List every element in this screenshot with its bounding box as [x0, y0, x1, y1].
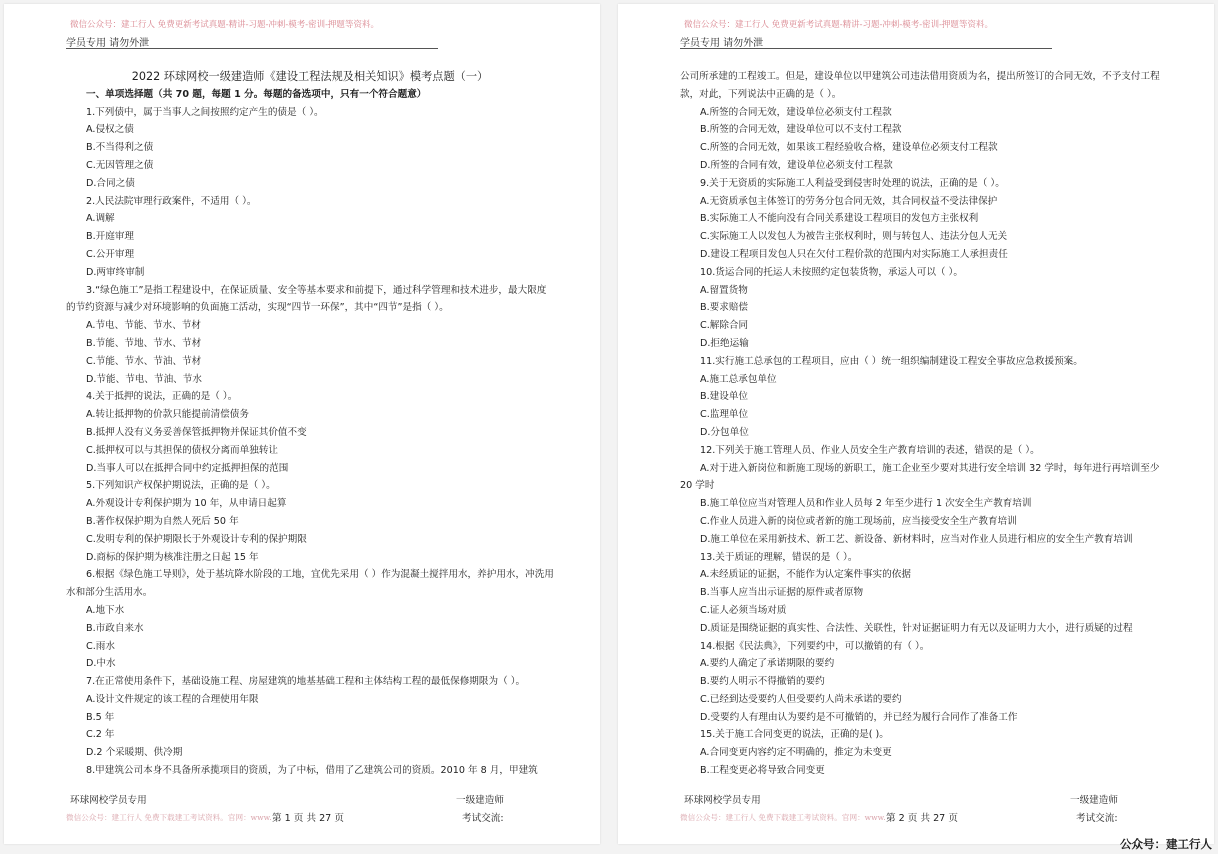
document-line: B.著作权保护期为自然人死后 50 年	[86, 515, 239, 527]
document-line: D.当事人可以在抵押合同中约定抵押担保的范围	[86, 462, 289, 474]
document-line: A.调解	[86, 213, 115, 225]
footer-left-label: 环球网校学员专用	[70, 795, 147, 806]
document-line: D.分包单位	[700, 426, 749, 438]
document-line: D.节能、节电、节油、节水	[86, 373, 202, 385]
document-line: B.当事人应当出示证据的原件或者原物	[700, 587, 864, 599]
document-line: C.实际施工人以发包人为被告主张权利时，则与转包人、违法分包人无关	[700, 231, 1008, 243]
document-line: 2.人民法院审理行政案件，不适用（ ）。	[86, 195, 257, 207]
document-line: B.要求赔偿	[700, 302, 749, 314]
top-watermark: 微信公众号：建工行人 免费更新考试真题-精讲-习题-冲刺-模考-密训-押题等资料。	[70, 20, 379, 30]
document-line: 9.关于无资质的实际施工人利益受到侵害时处理的说法，正确的是（ ）。	[700, 177, 1005, 189]
document-page-1	[4, 4, 600, 844]
document-line: A.所签的合同无效，建设单位必须支付工程款	[700, 106, 892, 118]
document-line: C.所签的合同无效，如果该工程经验收合格，建设单位必须支付工程款	[700, 142, 998, 154]
document-line: D.建设工程项目发包人只在欠付工程价款的范围内对实际施工人承担责任	[700, 248, 1008, 260]
document-line: C.2 年	[86, 729, 115, 741]
question-list	[66, 602, 554, 780]
question-text: A.对于进入新岗位和新施工现场的新职工，施工企业至少要对其进行安全培训 32 学时，每年进行再培训至少 20 学时	[680, 462, 1160, 492]
question-text: 3.“绿色施工”是指工程建设中，在保证质量、安全等基本要求和前提下，通过科学管理和技术进步，最大限度的节约资源与减少对环境影响的负面施工活动，实现“四节一环保”，其中“四节”是指（ ）。	[66, 284, 547, 314]
exam-exchange-label: 考试交流:	[1076, 813, 1118, 824]
document-line: A.未经质证的证据，不能作为认定案件事实的依据	[700, 569, 911, 581]
document-line: D.两审终审制	[86, 266, 145, 278]
question-list	[680, 104, 1168, 460]
document-line: D.质证是围绕证据的真实性、合法性、关联性，针对证据证明力有无以及证明力大小，进行质疑的过程	[700, 622, 1133, 634]
document-line: A.节电、节能、节水、节材	[86, 320, 201, 332]
exam-exchange-label: 考试交流:	[462, 813, 504, 824]
document-line: D.合同之债	[86, 177, 135, 189]
question-text: 6.根据《绿色施工导则》，处于基坑降水阶段的工地，宜优先采用（ ）作为混凝土搅拌用水，养护用水，冲洗用水和部分生活用水。	[66, 569, 554, 599]
document-line: B.抵押人没有义务妥善保管抵押物并保证其价值不变	[86, 426, 307, 438]
document-line: 12.下列关于施工管理人员、作业人员安全生产教育培训的表述，错误的是（ ）。	[700, 444, 1040, 456]
document-line: C.雨水	[86, 640, 115, 652]
document-line: A.侵权之债	[86, 124, 134, 136]
document-line: 10.货运合同的托运人未按照约定包装货物，承运人可以（ ）。	[700, 266, 963, 278]
document-line: D.施工单位在采用新技术、新工艺、新设备、新材料时，应当对作业人员进行相应的安全生产教育培训	[700, 533, 1133, 545]
document-line: B.5 年	[86, 711, 115, 723]
document-line: 5.下列知识产权保护期说法，正确的是（ ）。	[86, 480, 276, 492]
document-line: 13.关于质证的理解，错误的是（ ）。	[700, 551, 858, 563]
document-line: A.外观设计专利保护期为 10 年，从申请日起算	[86, 498, 287, 510]
document-line: A.设计文件规定的该工程的合理使用年限	[86, 693, 259, 705]
corner-watermark: 公众号：建工行人	[1120, 837, 1212, 851]
document-line: D.拒绝运输	[700, 337, 749, 349]
document-line: D.受要约人有理由认为要约是不可撤销的，并已经为履行合同作了准备工作	[700, 711, 1018, 723]
document-page-2	[618, 4, 1214, 844]
document-line: B.不当得利之债	[86, 142, 154, 154]
document-line: C.已经到达受要约人但受要约人尚未承诺的要约	[700, 693, 902, 705]
document-line: A.转让抵押物的价款只能提前清偿债务	[86, 409, 249, 421]
document-line: C.抵押权可以与其担保的债权分离而单独转让	[86, 444, 279, 456]
question-list	[66, 104, 554, 282]
page-header-label: 学员专用 请勿外泄	[680, 38, 764, 49]
document-line: 14.根据《民法典》，下列要约中，可以撤销的有（ ）。	[700, 640, 930, 652]
section-heading: 一、单项选择题（共 70 题，每题 1 分。每题的备选项中，只有一个符合题意）	[86, 88, 427, 100]
header-divider	[66, 48, 438, 49]
document-line: C.节能、节水、节油、节材	[86, 355, 202, 367]
top-watermark: 微信公众号：建工行人 免费更新考试真题-精讲-习题-冲刺-模考-密训-押题等资料。	[684, 20, 993, 30]
page-number: 第 1 页 共 27 页	[272, 813, 344, 824]
document-line: C.无因管理之债	[86, 159, 154, 171]
footer-right-label: 一级建造师	[456, 795, 504, 806]
document-line: 11.实行施工总承包的工程项目，应由（ ）统一组织编制建设工程安全事故应急救援预案。	[700, 355, 1083, 367]
document-line: A.无资质承包主体签订的劳务分包合同无效，其合同权益不受法律保护	[700, 195, 998, 207]
document-line: A.合同变更内容约定不明确的，推定为未变更	[700, 747, 892, 759]
document-line: C.公开审理	[86, 248, 135, 260]
document-title: 2022 环球网校一级建造师《建设工程法规及相关知识》模考点题（一）	[131, 70, 489, 83]
question-list	[66, 317, 554, 566]
footer-left-label: 环球网校学员专用	[684, 795, 761, 806]
document-line: D.2 个采暖期、供冷期	[86, 747, 183, 759]
document-line: D.所签的合同有效，建设单位必须支付工程款	[700, 159, 893, 171]
document-line: C.作业人员进入新的岗位或者新的施工现场前，应当接受安全生产教育培训	[700, 515, 1017, 527]
page-2-content	[680, 68, 1168, 780]
document-line: B.实际施工人不能向没有合同关系建设工程项目的发包方主张权利	[700, 213, 979, 225]
document-line: C.发明专利的保护期限长于外观设计专利的保护期限	[86, 533, 307, 545]
document-line: C.证人必须当场对质	[700, 604, 787, 616]
document-line: A.要约人确定了承诺期限的要约	[700, 658, 835, 670]
page-header-label: 学员专用 请勿外泄	[66, 38, 150, 49]
document-line: A.施工总承包单位	[700, 373, 777, 385]
question-list	[680, 495, 1168, 780]
bottom-watermark: 微信公众号：建工行人 免费下载建工考试资料。官网：www.	[680, 813, 886, 822]
document-line: A.留置货物	[700, 284, 748, 296]
document-line: 4.关于抵押的说法，正确的是（ ）。	[86, 391, 238, 403]
page-number: 第 2 页 共 27 页	[886, 813, 958, 824]
header-divider	[680, 48, 1052, 49]
document-line: C.监理单位	[700, 409, 749, 421]
page-1-content	[66, 68, 554, 780]
document-line: B.工程变更必将导致合同变更	[700, 765, 825, 777]
document-line: 8.甲建筑公司本身不具备所承揽项目的资质，为了中标，借用了乙建筑公司的资质。2010 年 8 月，甲建筑	[86, 765, 538, 777]
document-line: 15.关于施工合同变更的说法，正确的是( )。	[700, 729, 889, 741]
document-line: B.节能、节地、节水、节材	[86, 337, 202, 349]
document-line: B.建设单位	[700, 391, 749, 403]
document-line: A.地下水	[86, 604, 125, 616]
document-line: 1.下列债中，属于当事人之间按照约定产生的债是（ ）。	[86, 106, 324, 118]
document-line: B.市政自来水	[86, 622, 144, 634]
bottom-watermark: 微信公众号：建工行人 免费下载建工考试资料。官网：www.	[66, 813, 272, 822]
document-line: D.中水	[86, 658, 116, 670]
document-line: B.要约人明示不得撤销的要约	[700, 676, 825, 688]
question-text: 公司所承建的工程竣工。但是，建设单位以甲建筑公司违法借用资质为名，提出所签订的合同无效，不予支付工程款，对此，下列说法中正确的是（ ）。	[680, 71, 1160, 100]
document-line: C.解除合同	[700, 320, 749, 332]
document-line: B.所签的合同无效，建设单位可以不支付工程款	[700, 124, 902, 136]
document-line: D.商标的保护期为核准注册之日起 15 年	[86, 551, 259, 563]
document-line: B.开庭审理	[86, 231, 135, 243]
footer-right-label: 一级建造师	[1070, 795, 1118, 806]
document-line: 7.在正常使用条件下，基础设施工程、房屋建筑的地基基础工程和主体结构工程的最低保修期限为（ ）。	[86, 676, 526, 688]
document-line: B.施工单位应当对管理人员和作业人员每 2 年至少进行 1 次安全生产教育培训	[700, 498, 1032, 510]
